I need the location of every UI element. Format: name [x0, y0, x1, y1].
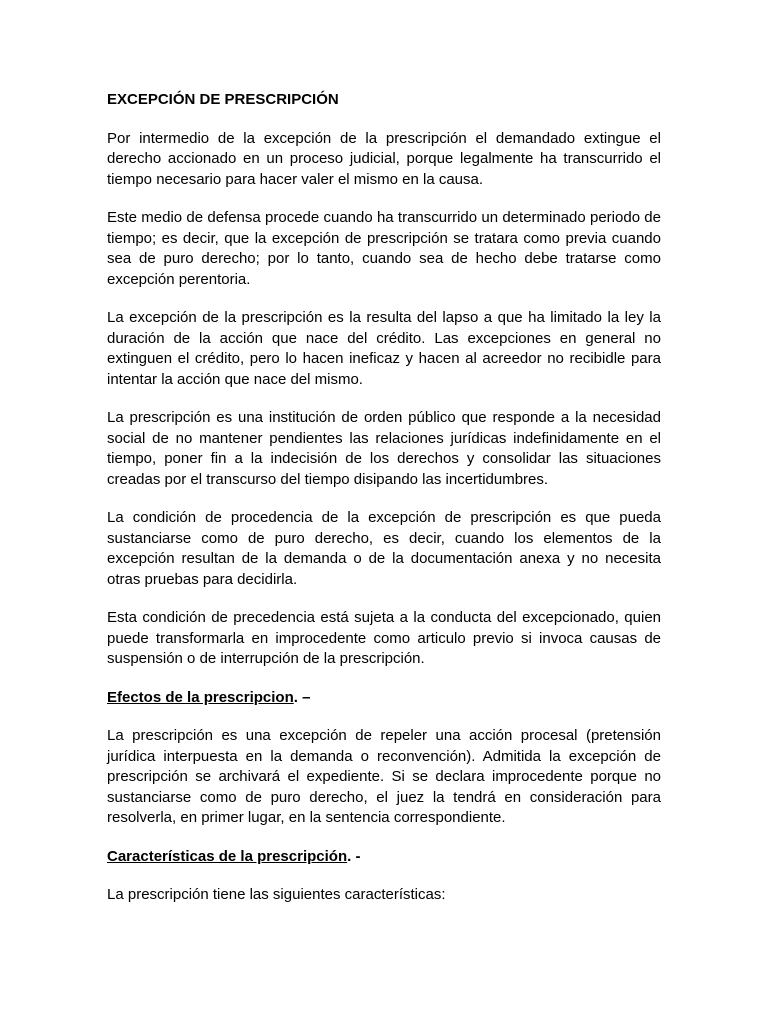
paragraph-caracteristicas: La prescripción tiene las siguientes características: [107, 886, 446, 903]
document-title: EXCEPCIÓN DE PRESCRIPCIÓN [107, 91, 339, 108]
document-page [107, 90, 661, 924]
section-heading-efectos-text: Efectos de la prescripcion [107, 688, 294, 706]
paragraph-6: Esta condición de precedencia está sujeta a la conducta del excepcionado, quien puede transformarla en improcedente como articulo previo si invoca causas de suspensión o de interrupción de la prescripción. [107, 609, 661, 667]
section-heading-caracteristicas-text: Características de la prescripción [107, 847, 348, 865]
section-heading-efectos-suffix: . – [293, 688, 311, 706]
paragraph-5: La condición de procedencia de la excepción de prescripción es que pueda sustanciarse como de puro derecho, es decir, cuando los elementos de la excepción resultan de la demanda o de la documentación anexa y no necesita otras pruebas para decidirla. [107, 509, 661, 588]
paragraph-3: La excepción de la prescripción es la resulta del lapso a que ha limitado la ley la duración de la acción que nace del crédito. Las excepciones en general no extinguen el crédito, pero lo hacen ineficaz y hacen al acreedor no recibidle para intentar la acción que nace del mismo. [107, 309, 661, 388]
section-heading-caracteristicas [107, 847, 661, 868]
section-heading-efectos [107, 688, 661, 709]
paragraph-2: Este medio de defensa procede cuando ha transcurrido un determinado periodo de tiempo; es decir, que la excepción de prescripción se tratara como previa cuando sea de puro derecho; por lo tanto, cuando sea de hecho debe tratarse como excepción perentoria. [107, 209, 661, 288]
paragraph-1: Por intermedio de la excepción de la prescripción el demandado extingue el derecho accionado en un proceso judicial, porque legalmente ha transcurrido el tiempo necesario para hacer valer el mismo en la causa. [107, 129, 661, 188]
paragraph-efectos: La prescripción es una excepción de repeler una acción procesal (pretensión jurídica interpuesta en la demanda o reconvención). Admitida la excepción de prescripción se archivará el expediente. Si se declara improcedente porque no sustanciarse como de puro derecho, el juez la tendrá en consideración para resolverla, en primer lugar, en la sentencia correspondiente. [107, 727, 661, 826]
paragraph-4: La prescripción es una institución de orden público que responde a la necesidad social de no mantener pendientes las relaciones jurídicas indefinidamente en el tiempo, poner fin a la indecisión de los derechos y consolidar las situaciones creadas por el transcurso del tiempo disipando las incertidumbres. [107, 409, 661, 488]
section-heading-caracteristicas-suffix: . - [347, 847, 361, 865]
